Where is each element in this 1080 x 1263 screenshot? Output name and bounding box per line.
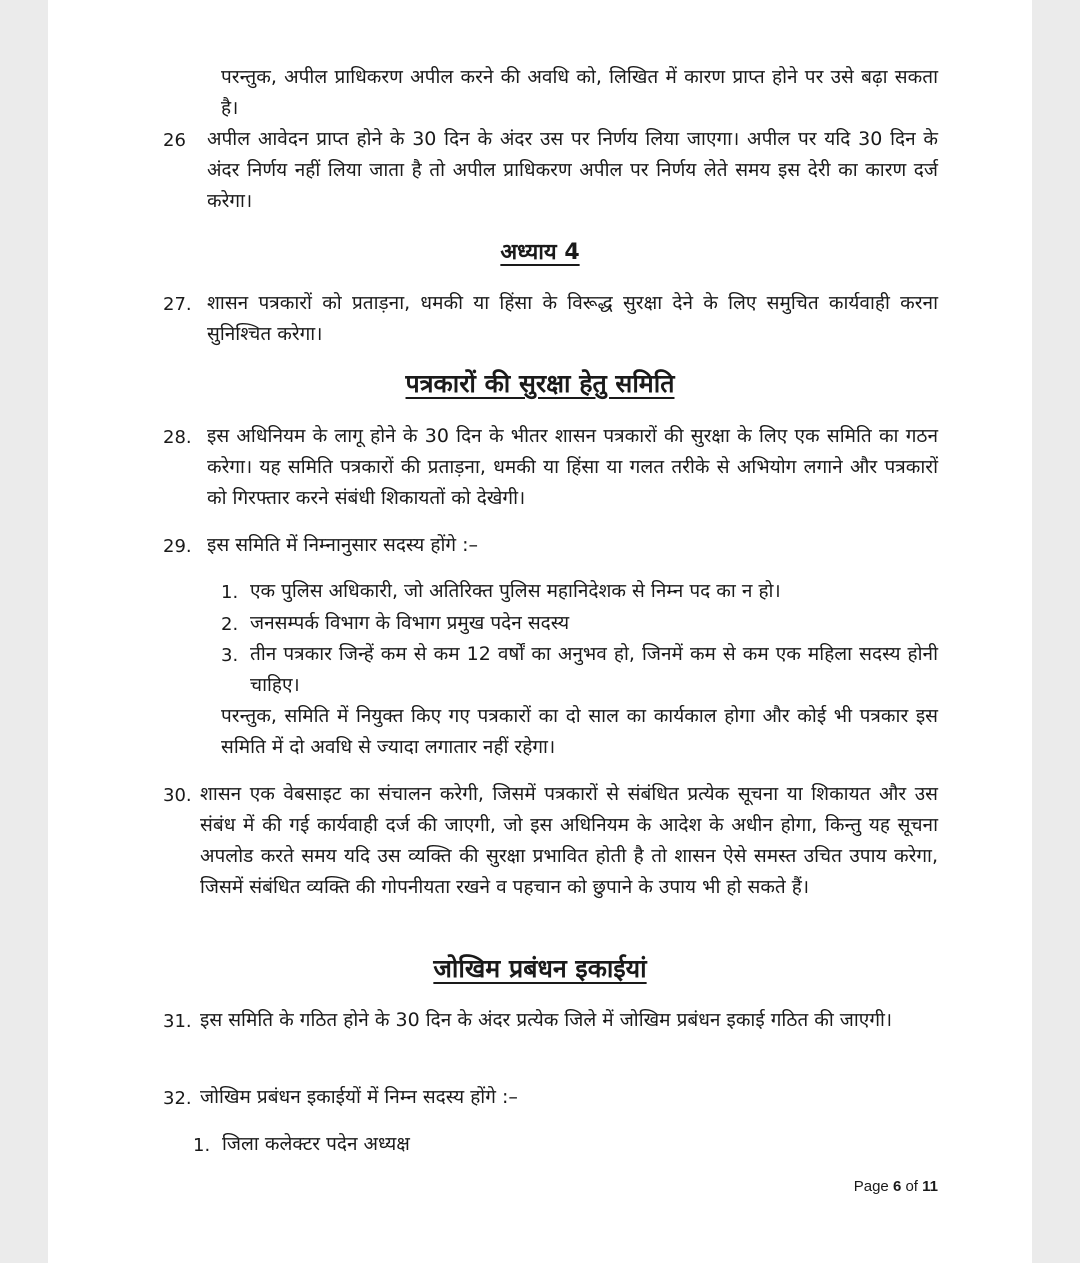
clause-29-item-3-text: तीन पत्रकार जिन्हें कम से कम 12 वर्षों का अनुभव हो, जिनमें कम से कम एक महिला सदस्य होनी चाहिए।: [250, 643, 938, 696]
footer-page-number: 6: [892, 1178, 902, 1195]
clause-29-number: 29.: [163, 536, 192, 557]
footer-total-pages: 11: [922, 1178, 938, 1195]
clause-29-proviso: परन्तुक, समिति में नियुक्त किए गए पत्रकारों का दो साल का कार्यकाल होगा और कोई भी पत्रकार इस समिति में दो अवधि से ज्यादा लगातार नहीं रहेगा।: [221, 705, 938, 758]
clause-29-item-1-number: 1.: [221, 582, 239, 603]
clause-29-item-1-text: एक पुलिस अधिकारी, जो अतिरिक्त पुलिस महानिदेशक से निम्न पद का न हो।: [250, 580, 781, 602]
chapter-heading: अध्याय 4: [500, 240, 580, 265]
clause-32-text: जोखिम प्रबंधन इकाईयों में निम्न सदस्य होंगे :–: [200, 1086, 518, 1108]
proviso-25: परन्तुक, अपील प्राधिकरण अपील करने की अवधि को, लिखित में कारण प्राप्त होने पर उसे बढ़ा सकता है।: [221, 66, 938, 119]
clause-29-text: इस समिति में निम्नानुसार सदस्य होंगे :–: [207, 534, 479, 556]
committee-heading: पत्रकारों की सुरक्षा हेतु समिति: [405, 369, 675, 398]
clause-32-item-1-text: जिला कलेक्टर पदेन अध्यक्ष: [222, 1133, 410, 1155]
clause-27-number: 27.: [163, 294, 192, 315]
clause-28-number: 28.: [163, 427, 192, 448]
page-footer: [800, 1178, 938, 1195]
clause-26-number: 26: [163, 130, 186, 151]
footer-of-word: of: [905, 1178, 918, 1195]
clause-29-item-2-number: 2.: [221, 614, 239, 635]
clause-31-number: 31.: [163, 1011, 192, 1032]
clause-29-item-3-number: 3.: [221, 645, 239, 666]
clause-32-number: 32.: [163, 1088, 192, 1109]
clause-26-text: अपील आवेदन प्राप्त होने के 30 दिन के अंदर उस पर निर्णय लिया जाएगा। अपील पर यदि 30 दिन के अंदर निर्णय नहीं लिया जाता है तो अपील प्राधिकरण अपील पर निर्णय लेते समय इस देरी का कारण दर्ज करेगा।: [207, 128, 938, 212]
clause-32-item-1-number: 1.: [193, 1135, 211, 1156]
clause-29-item-2-text: जनसम्पर्क विभाग के विभाग प्रमुख पदेन सदस्य: [250, 612, 570, 634]
clause-27-text: शासन पत्रकारों को प्रताड़ना, धमकी या हिंसा के विरूद्ध सुरक्षा देने के लिए समुचित कार्यवाही करना सुनिश्चित करेगा।: [207, 292, 938, 345]
clause-30-number: 30.: [163, 785, 192, 806]
clause-31-text: इस समिति के गठित होने के 30 दिन के अंदर प्रत्येक जिले में जोखिम प्रबंधन इकाई गठित की जाएगी।: [200, 1009, 893, 1031]
footer-page-word: Page: [853, 1178, 889, 1195]
clause-28-text: इस अधिनियम के लागू होने के 30 दिन के भीतर शासन पत्रकारों की सुरक्षा के लिए एक समिति का गठन करेगा। यह समिति पत्रकारों की प्रताड़ना, धमकी या हिंसा या गलत तरीके से अभियोग लगाने और पत्रकारों को गिरफ्तार करने संबंधी शिकायतों को देखेगी।: [207, 425, 938, 509]
risk-units-heading: जोखिम प्रबंधन इकाईयां: [433, 954, 647, 983]
clause-30-text: शासन एक वेबसाइट का संचालन करेगी, जिसमें पत्रकारों से संबंधित प्रत्येक सूचना या शिकायत और उस संबंध में की गई कार्यवाही दर्ज की जाएगी, जो इस अधिनियम के आदेश के अधीन होगा, किन्तु यह सूचना अपलोड करते समय यदि उस व्यक्ति की सुरक्षा प्रभावित होती है तो शासन ऐसे समस्त उचित उपाय करेगा, जिसमें संबंधित व्यक्ति की गोपनीयता रखने व पहचान को छुपाने के उपाय भी हो सकते हैं।: [200, 783, 938, 898]
